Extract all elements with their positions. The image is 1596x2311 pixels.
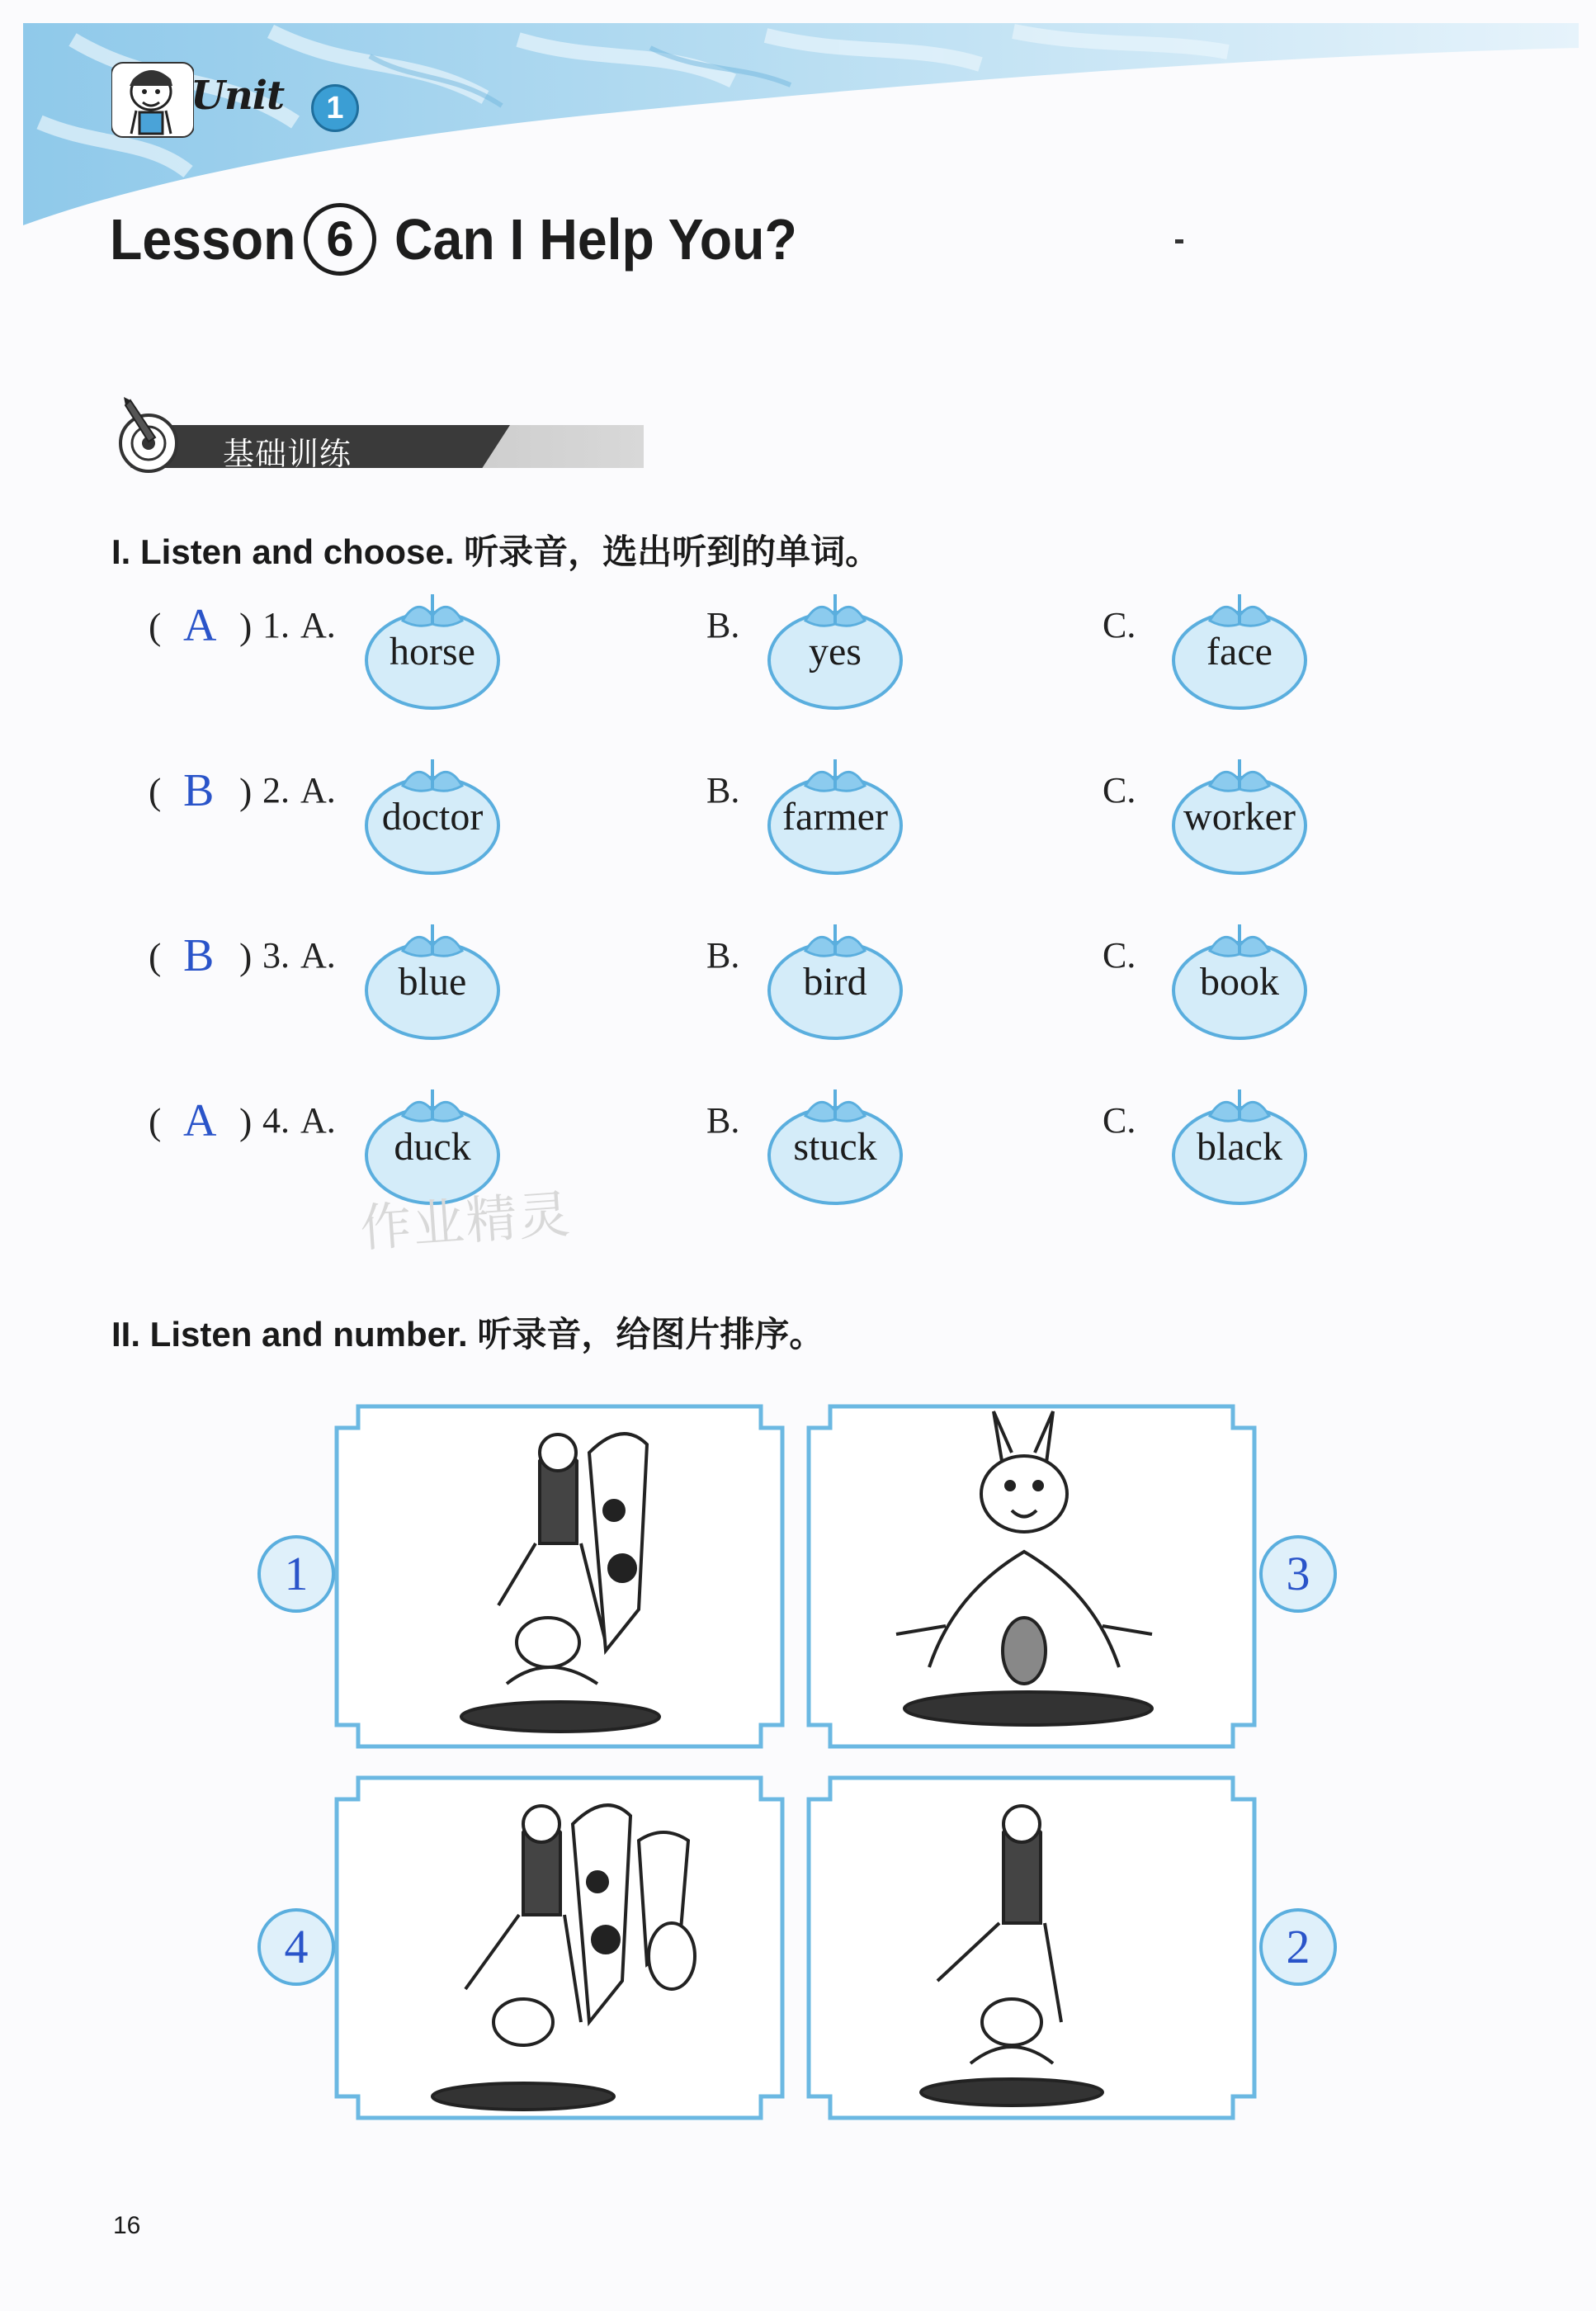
question-number: 4. <box>262 1100 290 1141</box>
stray-mark <box>1175 239 1183 243</box>
question-number: 1. <box>262 605 290 645</box>
part1-heading-en: I. Listen and choose. <box>111 532 455 571</box>
question-row <box>0 1083 1596 1215</box>
option-letter: C. <box>1103 935 1136 976</box>
option-letter: B. <box>706 935 740 976</box>
picture-number-3: 3 <box>1259 1535 1337 1613</box>
option-word-apple[interactable] <box>1167 918 1312 1042</box>
mascot-icon <box>111 54 194 141</box>
part1-heading-zh: 听录音，选出听到的单词。 <box>464 532 881 572</box>
question-row <box>0 753 1596 885</box>
option-word-apple[interactable] <box>763 753 908 877</box>
lesson-name: Can I Help You? <box>394 207 797 272</box>
answer-paren-open: ( <box>149 770 162 812</box>
option-word: black <box>1197 1125 1282 1169</box>
lesson-title <box>110 198 832 281</box>
option-letter: A. <box>300 1100 336 1141</box>
option-word-apple[interactable] <box>1167 588 1312 711</box>
section-bar <box>106 392 644 472</box>
question-row <box>0 588 1596 720</box>
option-word: book <box>1200 960 1279 1004</box>
question-number: 3. <box>262 935 290 976</box>
question-number: 2. <box>262 770 290 811</box>
option-word: stuck <box>793 1125 877 1169</box>
option-word-apple[interactable] <box>763 588 908 711</box>
answer-paren-close: ) <box>239 770 253 812</box>
answer-paren-open: ( <box>149 935 162 977</box>
picture-number-1: 1 <box>257 1535 335 1613</box>
watermark: 作业精灵 <box>358 1184 574 1259</box>
part2-heading-zh: 听录音，给图片排序。 <box>477 1314 824 1354</box>
option-word-apple[interactable] <box>1167 1083 1312 1207</box>
option-word: bird <box>803 960 867 1004</box>
option-letter: C. <box>1103 770 1136 811</box>
answer-paren-open: ( <box>149 605 162 647</box>
option-letter: B. <box>706 605 740 645</box>
answer-letter[interactable]: A <box>183 1095 217 1146</box>
section-label: 基础训练 <box>223 436 352 472</box>
option-word-apple[interactable] <box>360 753 505 877</box>
question-row <box>0 918 1596 1050</box>
answer-letter[interactable]: A <box>183 600 217 651</box>
answer-paren-close: ) <box>239 1100 253 1142</box>
picture-farmer-cat-cow <box>333 1403 786 1750</box>
page-number: 16 <box>113 2212 141 2239</box>
answer-paren-close: ) <box>239 605 253 647</box>
lesson-word: Lesson <box>110 207 296 272</box>
option-word: duck <box>394 1125 471 1169</box>
option-word-apple[interactable] <box>1167 753 1312 877</box>
answer-letter[interactable]: B <box>183 765 215 816</box>
answer-paren-close: ) <box>239 935 253 977</box>
option-word-apple[interactable] <box>360 918 505 1042</box>
picture-number-4: 4 <box>257 1908 335 1986</box>
part2-heading <box>111 1307 824 1357</box>
unit-label: Unit <box>191 73 285 119</box>
option-letter: A. <box>300 770 336 811</box>
option-word: face <box>1206 630 1273 673</box>
option-letter: B. <box>706 1100 740 1141</box>
option-letter: A. <box>300 935 336 976</box>
picture-farmer-cat-cow-dog <box>333 1775 786 2121</box>
picture-rabbit <box>805 1403 1258 1750</box>
option-letter: A. <box>300 605 336 645</box>
option-word: worker <box>1183 795 1296 839</box>
answer-letter[interactable]: B <box>183 930 215 981</box>
option-word: blue <box>398 960 467 1004</box>
part2-heading-en: II. Listen and number. <box>111 1315 468 1354</box>
option-word: farmer <box>782 795 888 839</box>
unit-number: 1 <box>311 84 359 132</box>
option-letter: C. <box>1103 605 1136 645</box>
target-pencil-icon <box>106 392 188 475</box>
option-letter: C. <box>1103 1100 1136 1141</box>
option-word-apple[interactable] <box>360 588 505 711</box>
lesson-number: 6 <box>304 203 376 276</box>
option-word: doctor <box>381 795 484 839</box>
option-letter: B. <box>706 770 740 811</box>
part1-heading <box>111 525 880 574</box>
picture-farmer-cat <box>805 1775 1258 2121</box>
option-word: horse <box>390 630 475 673</box>
picture-number-2: 2 <box>1259 1908 1337 1986</box>
answer-paren-open: ( <box>149 1100 162 1142</box>
option-word-apple[interactable] <box>763 1083 908 1207</box>
option-word-apple[interactable] <box>763 918 908 1042</box>
option-word: yes <box>809 630 862 673</box>
unit-badge <box>111 54 359 145</box>
